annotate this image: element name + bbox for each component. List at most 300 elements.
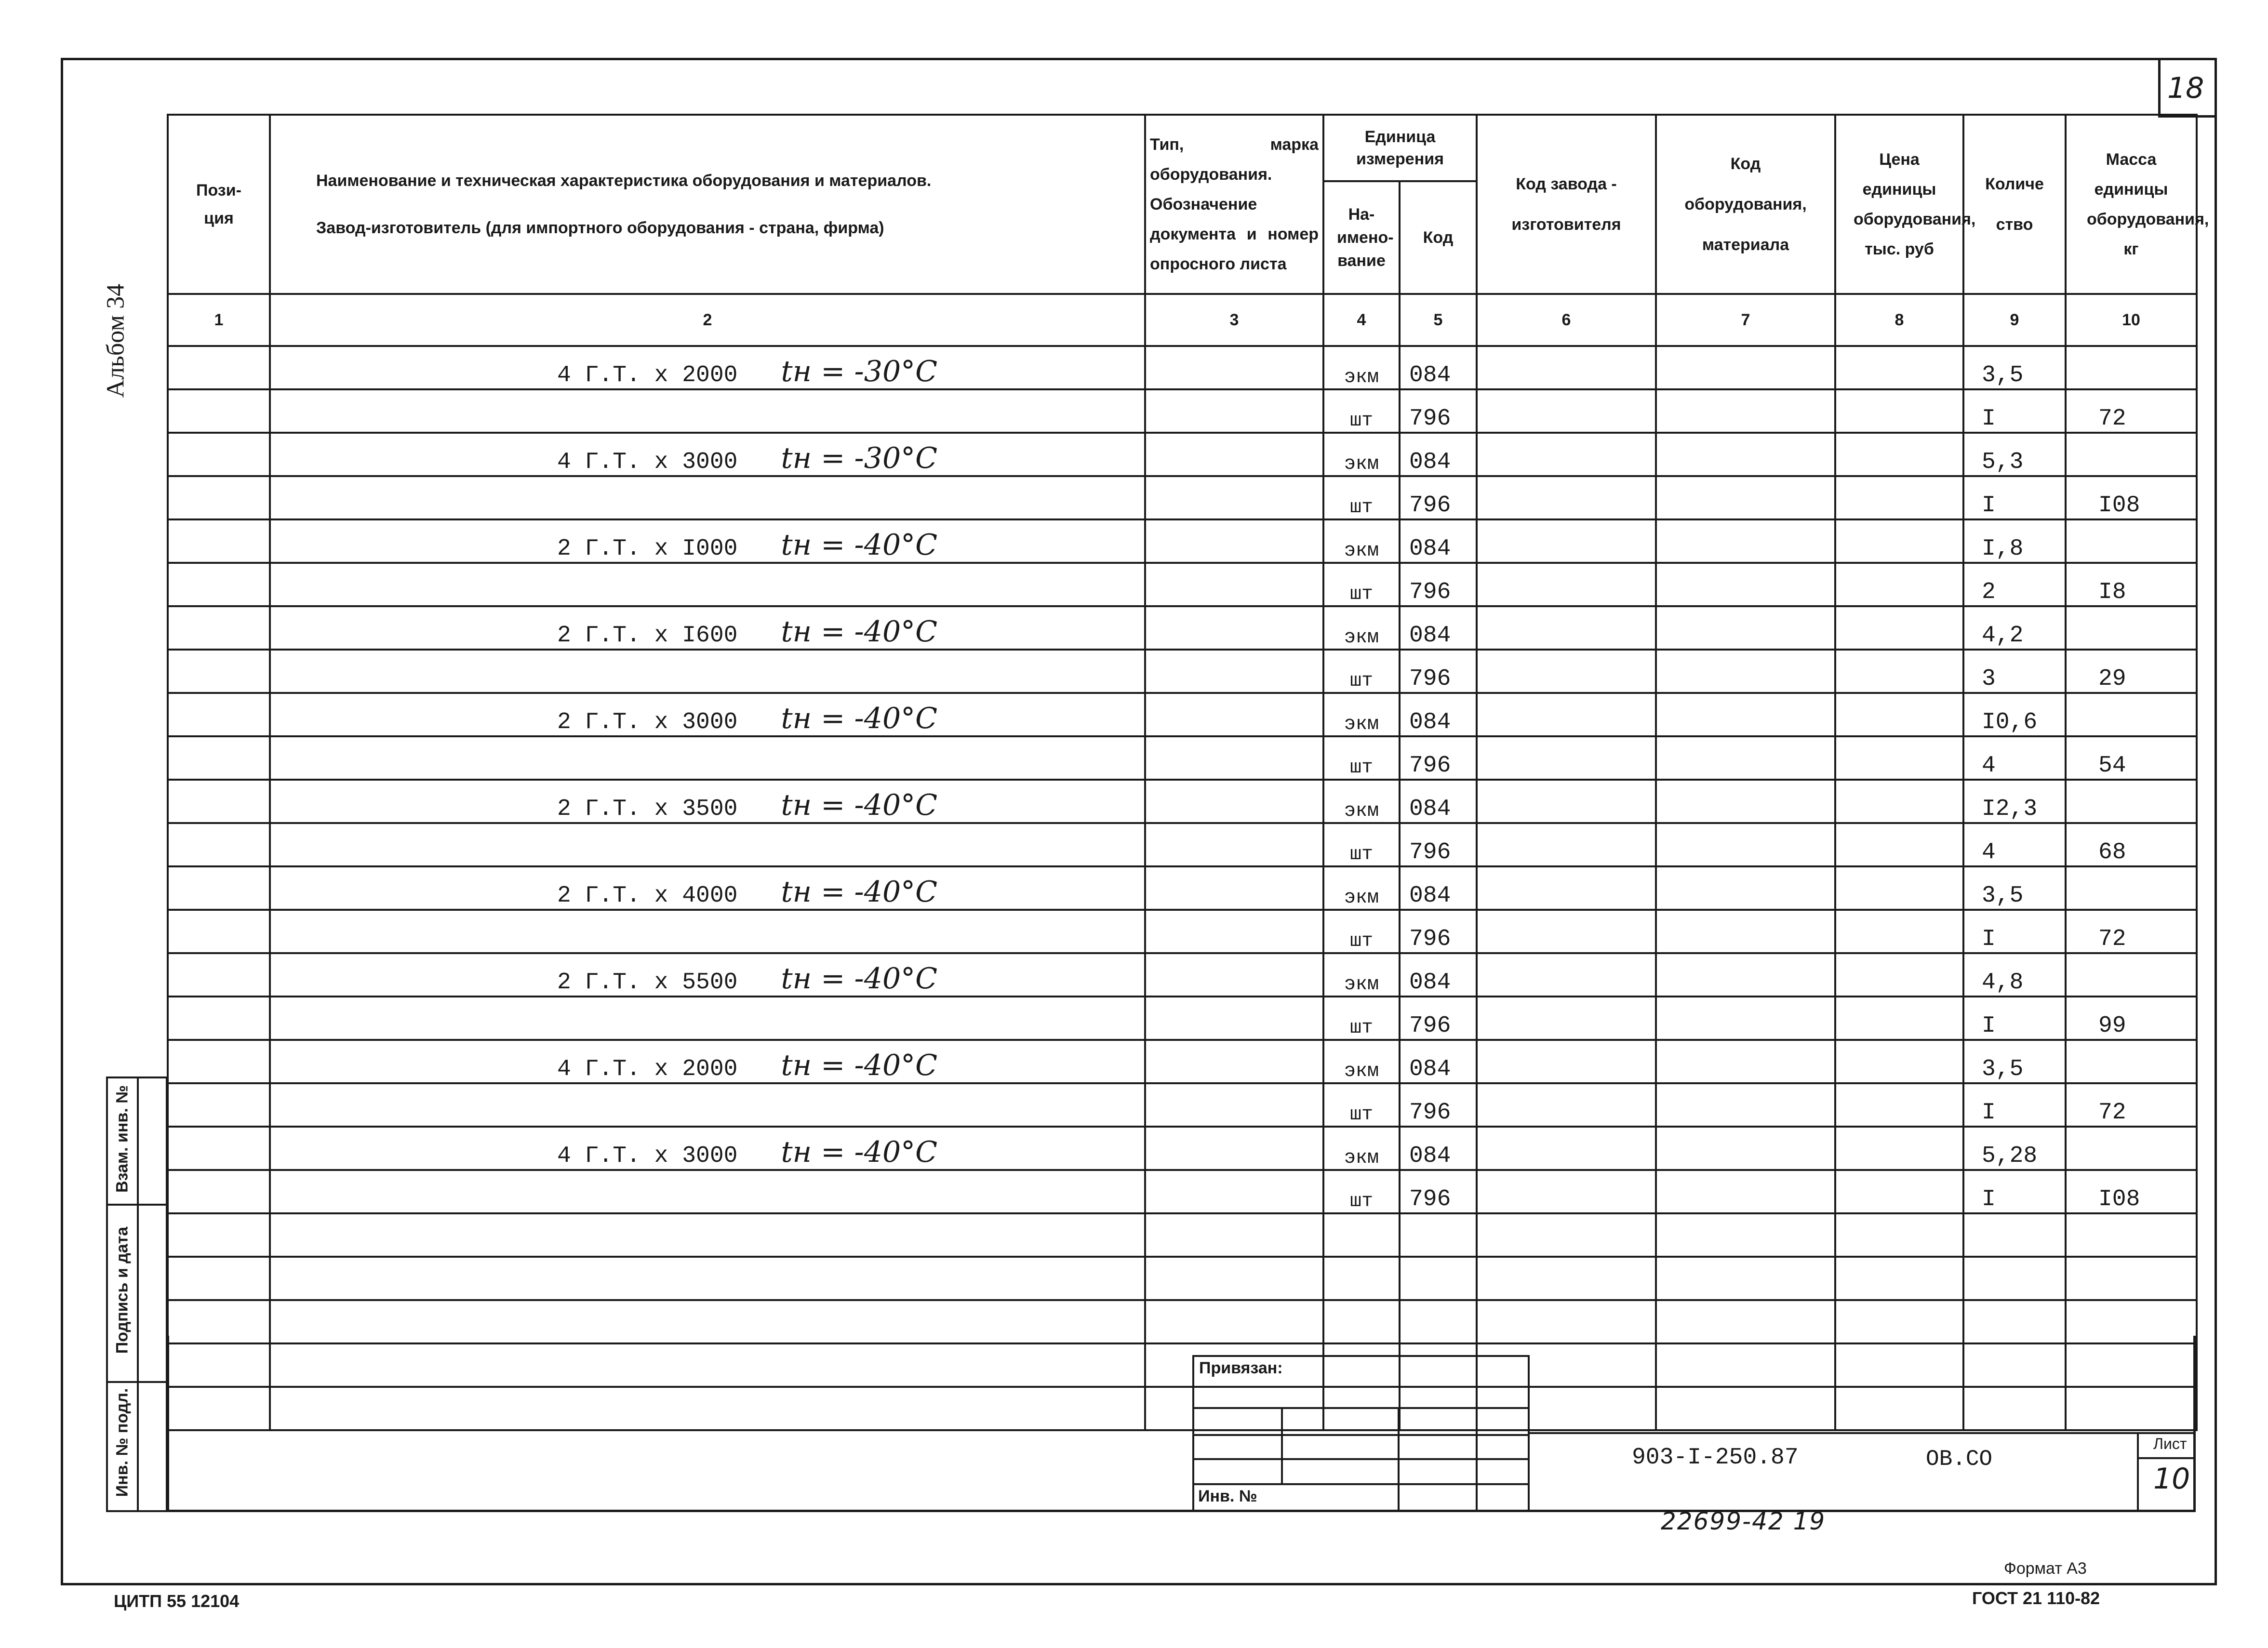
type-cell — [1145, 433, 1323, 476]
column-number: 2 — [270, 294, 1145, 346]
name-cell — [270, 1257, 1145, 1300]
unit-code-cell: 084 — [1400, 1040, 1477, 1083]
position-cell — [168, 997, 270, 1040]
column-number: 8 — [1835, 294, 1963, 346]
temperature: tн = -40°C — [781, 528, 938, 562]
table-row — [168, 1083, 2197, 1127]
factory-code-cell — [1477, 1040, 1656, 1083]
table-row — [168, 1127, 2197, 1170]
table-row — [168, 346, 2197, 389]
equipment-code-cell — [1656, 823, 1835, 866]
mass-cell — [2066, 866, 2197, 910]
unit-name-cell: экм — [1323, 346, 1400, 389]
factory-code-cell — [1477, 997, 1656, 1040]
unit-code-cell: 796 — [1400, 1083, 1477, 1127]
table-row — [168, 519, 2197, 563]
header-quantity: Количество — [1963, 115, 2066, 294]
unit-name-cell: экм — [1323, 780, 1400, 823]
table-body — [168, 346, 2197, 1430]
type-cell — [1145, 476, 1323, 519]
price-cell — [1835, 433, 1963, 476]
mass-cell: 29 — [2066, 650, 2197, 693]
side-stamp-divider — [137, 1078, 139, 1510]
gost-label: ГОСТ 21 110-82 — [1972, 1588, 2100, 1608]
price-cell — [1835, 1213, 1963, 1257]
unit-code-cell: 084 — [1400, 953, 1477, 997]
price-cell — [1835, 823, 1963, 866]
factory-code-cell — [1477, 650, 1656, 693]
type-cell — [1145, 1040, 1323, 1083]
equipment-code-cell — [1656, 910, 1835, 953]
unit-name-cell: экм — [1323, 693, 1400, 736]
quantity-cell: 2 — [1963, 563, 2066, 606]
equipment-code-cell — [1656, 433, 1835, 476]
unit-code-cell: 796 — [1400, 910, 1477, 953]
name-cell — [270, 866, 1145, 910]
name-cell — [270, 1040, 1145, 1083]
table-row — [168, 780, 2197, 823]
table-row — [168, 736, 2197, 780]
mass-cell: 68 — [2066, 823, 2197, 866]
position-cell — [168, 1127, 270, 1170]
item-name: 2 Г.Т. x 4000 — [557, 883, 738, 909]
quantity-cell: I — [1963, 910, 2066, 953]
price-cell — [1835, 953, 1963, 997]
table-row — [168, 606, 2197, 650]
mass-cell: 72 — [2066, 389, 2197, 433]
item-name: 2 Г.Т. x I000 — [557, 536, 738, 562]
factory-code-cell — [1477, 1257, 1656, 1300]
unit-name-cell: шт — [1323, 997, 1400, 1040]
quantity-cell — [1963, 1257, 2066, 1300]
sheet-cell-divider — [2139, 1457, 2194, 1459]
quantity-cell: I — [1963, 997, 2066, 1040]
corner-sheet-number: 18 — [2167, 71, 2204, 105]
equipment-code-cell — [1656, 1040, 1835, 1083]
mass-cell: 54 — [2066, 736, 2197, 780]
price-cell — [1835, 1170, 1963, 1213]
doc-code-block — [1528, 1432, 2196, 1512]
stamp-line — [1194, 1458, 1528, 1460]
type-cell — [1145, 346, 1323, 389]
factory-code-cell — [1477, 1213, 1656, 1257]
factory-code-cell — [1477, 736, 1656, 780]
side-stamp — [106, 1077, 168, 1512]
mass-cell — [2066, 1040, 2197, 1083]
unit-code-cell: 084 — [1400, 346, 1477, 389]
mass-cell — [2066, 1127, 2197, 1170]
factory-code-cell — [1477, 606, 1656, 650]
position-cell — [168, 693, 270, 736]
unit-code-cell: 084 — [1400, 693, 1477, 736]
equipment-code-cell — [1656, 519, 1835, 563]
name-cell — [270, 1083, 1145, 1127]
unit-code-cell — [1400, 1213, 1477, 1257]
mass-cell — [2066, 1213, 2197, 1257]
table-row — [168, 1040, 2197, 1083]
table-row — [168, 563, 2197, 606]
name-cell — [270, 997, 1145, 1040]
type-cell — [1145, 736, 1323, 780]
quantity-cell: I — [1963, 1083, 2066, 1127]
mass-cell: I8 — [2066, 563, 2197, 606]
price-cell — [1835, 910, 1963, 953]
header-name-line1: Наименование и техническая характеристика оборудования и материалов. — [316, 172, 932, 190]
item-name: 4 Г.Т. x 3000 — [557, 449, 738, 475]
name-cell — [270, 953, 1145, 997]
price-cell — [1835, 606, 1963, 650]
factory-code-cell — [1477, 1170, 1656, 1213]
temperature: tн = -40°C — [781, 962, 938, 996]
header-row-1 — [168, 115, 2197, 181]
factory-code-cell — [1477, 693, 1656, 736]
type-cell — [1145, 389, 1323, 433]
factory-code-cell — [1477, 780, 1656, 823]
equipment-code-cell — [1656, 563, 1835, 606]
equipment-code-cell — [1656, 997, 1835, 1040]
unit-code-cell: 084 — [1400, 606, 1477, 650]
header-name — [270, 115, 1145, 294]
quantity-cell: I — [1963, 1170, 2066, 1213]
name-cell — [270, 1170, 1145, 1213]
equipment-code-cell — [1656, 1213, 1835, 1257]
type-cell — [1145, 953, 1323, 997]
header-unit-code: Код — [1400, 181, 1477, 294]
quantity-cell: 5,3 — [1963, 433, 2066, 476]
position-cell — [168, 1040, 270, 1083]
type-cell — [1145, 1213, 1323, 1257]
item-name: 2 Г.Т. x 3000 — [557, 709, 738, 735]
position-cell — [168, 910, 270, 953]
item-name: 4 Г.Т. x 3000 — [557, 1143, 738, 1169]
quantity-cell: I2,3 — [1963, 780, 2066, 823]
quantity-cell: 3,5 — [1963, 1040, 2066, 1083]
mass-cell: 72 — [2066, 1083, 2197, 1127]
equipment-code-cell — [1656, 953, 1835, 997]
position-cell — [168, 1213, 270, 1257]
type-cell — [1145, 780, 1323, 823]
equipment-code-cell — [1656, 1127, 1835, 1170]
temperature: tн = -40°C — [781, 615, 938, 649]
name-cell — [270, 389, 1145, 433]
equipment-code-cell — [1656, 389, 1835, 433]
unit-name-cell: экм — [1323, 606, 1400, 650]
quantity-cell: I0,6 — [1963, 693, 2066, 736]
position-cell — [168, 953, 270, 997]
type-cell — [1145, 823, 1323, 866]
side-stamp-divider — [108, 1204, 166, 1206]
stamp-inv-podl: Инв. № подл. — [113, 1388, 132, 1497]
position-cell — [168, 389, 270, 433]
header-unit-name: На-имено-вание — [1323, 181, 1400, 294]
unit-code-cell: 796 — [1400, 823, 1477, 866]
unit-name-cell: шт — [1323, 823, 1400, 866]
name-cell — [270, 563, 1145, 606]
handwritten-number: 22699-42 19 — [1661, 1507, 1826, 1535]
mass-cell: I08 — [2066, 476, 2197, 519]
position-cell — [168, 780, 270, 823]
temperature: tн = -40°C — [781, 788, 938, 822]
table-row — [168, 389, 2197, 433]
price-cell — [1835, 476, 1963, 519]
table-row — [168, 953, 2197, 997]
header-name-line2: Завод-изготовитель (для импортного оборудования - страна, фирма) — [316, 219, 884, 237]
unit-name-cell: экм — [1323, 1127, 1400, 1170]
item-name: 4 Г.Т. x 2000 — [557, 362, 738, 388]
temperature: tн = -30°C — [781, 441, 938, 475]
price-cell — [1835, 866, 1963, 910]
factory-code-cell — [1477, 953, 1656, 997]
sheet-number: 10 — [2153, 1462, 2190, 1496]
position-cell — [168, 866, 270, 910]
unit-name-cell: экм — [1323, 953, 1400, 997]
table-row — [168, 997, 2197, 1040]
factory-code-cell — [1477, 866, 1656, 910]
doc-code: 903-I-250.87 — [1632, 1445, 1799, 1471]
name-cell — [270, 780, 1145, 823]
equipment-code-cell — [1656, 1257, 1835, 1300]
stamp-podpis-data: Подпись и дата — [113, 1226, 132, 1354]
position-cell — [168, 476, 270, 519]
specification-table — [167, 114, 2209, 1431]
unit-code-cell: 796 — [1400, 1170, 1477, 1213]
type-cell — [1145, 650, 1323, 693]
price-cell — [1835, 997, 1963, 1040]
price-cell — [1835, 389, 1963, 433]
unit-code-cell: 084 — [1400, 866, 1477, 910]
position-cell — [168, 1170, 270, 1213]
position-cell — [168, 606, 270, 650]
price-cell — [1835, 693, 1963, 736]
privyazan-label: Привязан: — [1199, 1359, 1283, 1377]
mass-cell: I08 — [2066, 1170, 2197, 1213]
price-cell — [1835, 519, 1963, 563]
header-mass: Масса единицы оборудования, кг — [2066, 115, 2197, 294]
stamp-line — [1194, 1407, 1528, 1409]
stamp-line — [1281, 1407, 1283, 1483]
item-name: 2 Г.Т. x I600 — [557, 623, 738, 649]
table-row — [168, 1213, 2197, 1257]
equipment-code-cell — [1656, 606, 1835, 650]
quantity-cell: 4 — [1963, 736, 2066, 780]
price-cell — [1835, 1127, 1963, 1170]
position-cell — [168, 823, 270, 866]
stamp-inv-no: Инв. № — [1198, 1487, 1257, 1505]
unit-code-cell: 796 — [1400, 563, 1477, 606]
equipment-code-cell — [1656, 1170, 1835, 1213]
mass-cell — [2066, 519, 2197, 563]
name-cell — [270, 650, 1145, 693]
price-cell — [1835, 1083, 1963, 1127]
quantity-cell: I,8 — [1963, 519, 2066, 563]
column-number: 1 — [168, 294, 270, 346]
price-cell — [1835, 346, 1963, 389]
factory-code-cell — [1477, 389, 1656, 433]
position-cell — [168, 650, 270, 693]
factory-code-cell — [1477, 1083, 1656, 1127]
position-cell — [168, 346, 270, 389]
factory-code-cell — [1477, 910, 1656, 953]
unit-name-cell — [1323, 1213, 1400, 1257]
quantity-cell: 3,5 — [1963, 346, 2066, 389]
factory-code-cell — [1477, 519, 1656, 563]
factory-code-cell — [1477, 346, 1656, 389]
factory-code-cell — [1477, 563, 1656, 606]
unit-name-cell: экм — [1323, 433, 1400, 476]
column-number: 7 — [1656, 294, 1835, 346]
position-cell — [168, 1257, 270, 1300]
name-cell — [270, 346, 1145, 389]
unit-name-cell: шт — [1323, 476, 1400, 519]
type-cell — [1145, 1083, 1323, 1127]
unit-code-cell: 796 — [1400, 476, 1477, 519]
unit-name-cell: шт — [1323, 736, 1400, 780]
name-cell — [270, 433, 1145, 476]
header-type: Тип, марка оборудования. Обозначение документа и номер опросного листа — [1145, 115, 1323, 294]
unit-name-cell: экм — [1323, 866, 1400, 910]
unit-code-cell: 084 — [1400, 1127, 1477, 1170]
stamp-vzam-inv: Взам. инв. № — [113, 1085, 132, 1193]
table-row — [168, 866, 2197, 910]
table-row — [168, 910, 2197, 953]
price-cell — [1835, 780, 1963, 823]
temperature: tн = -40°C — [781, 702, 938, 735]
column-number-row — [168, 294, 2197, 346]
quantity-cell: 5,28 — [1963, 1127, 2066, 1170]
factory-code-cell — [1477, 1127, 1656, 1170]
mass-cell — [2066, 953, 2197, 997]
column-number: 10 — [2066, 294, 2197, 346]
unit-code-cell: 084 — [1400, 780, 1477, 823]
factory-code-cell — [1477, 433, 1656, 476]
equipment-code-cell — [1656, 650, 1835, 693]
factory-code-cell — [1477, 476, 1656, 519]
table-row — [168, 476, 2197, 519]
table-row — [168, 823, 2197, 866]
stamp-line — [1194, 1434, 1528, 1436]
name-cell — [270, 476, 1145, 519]
equipment-code-cell — [1656, 866, 1835, 910]
corner-sheet-box — [2158, 58, 2217, 118]
table-row — [168, 433, 2197, 476]
mass-cell — [2066, 433, 2197, 476]
unit-code-cell: 084 — [1400, 519, 1477, 563]
temperature: tн = -40°C — [781, 1135, 938, 1169]
table-row — [168, 693, 2197, 736]
sheet-cell — [2137, 1434, 2196, 1512]
name-cell — [270, 823, 1145, 866]
temperature: tн = -40°C — [781, 875, 938, 909]
position-cell — [168, 433, 270, 476]
sheet-label: Лист — [2153, 1435, 2187, 1452]
equipment-code-cell — [1656, 346, 1835, 389]
type-cell — [1145, 910, 1323, 953]
name-cell — [270, 910, 1145, 953]
item-name: 2 Г.Т. x 5500 — [557, 970, 738, 996]
album-label: Альбом 34 — [102, 283, 130, 398]
item-name: 2 Г.Т. x 3500 — [557, 796, 738, 822]
temperature: tн = -30°C — [781, 355, 938, 388]
position-cell — [168, 563, 270, 606]
price-cell — [1835, 736, 1963, 780]
position-cell — [168, 519, 270, 563]
header-price: Цена единицы оборудования, тыс. руб — [1835, 115, 1963, 294]
equipment-code-cell — [1656, 476, 1835, 519]
unit-code-cell: 796 — [1400, 997, 1477, 1040]
unit-code-cell: 796 — [1400, 736, 1477, 780]
unit-name-cell: шт — [1323, 910, 1400, 953]
price-cell — [1835, 563, 1963, 606]
stamp-line — [1398, 1407, 1400, 1510]
unit-code-cell: 796 — [1400, 389, 1477, 433]
quantity-cell: 3,5 — [1963, 866, 2066, 910]
header-position: Пози-ция — [168, 115, 270, 294]
unit-name-cell — [1323, 1257, 1400, 1300]
type-cell — [1145, 866, 1323, 910]
format-label: Формат А3 — [2004, 1559, 2087, 1578]
unit-name-cell: шт — [1323, 1170, 1400, 1213]
tsitp-label: ЦИТП 55 12104 — [114, 1591, 240, 1611]
privyazan-stamp — [1192, 1355, 1530, 1512]
column-number: 9 — [1963, 294, 2066, 346]
unit-code-cell: 084 — [1400, 433, 1477, 476]
stamp-line — [1194, 1483, 1528, 1485]
equipment-code-cell — [1656, 693, 1835, 736]
name-cell — [270, 1127, 1145, 1170]
temperature: tн = -40°C — [781, 1049, 938, 1082]
table-row — [168, 1170, 2197, 1213]
type-cell — [1145, 693, 1323, 736]
quantity-cell: 4,8 — [1963, 953, 2066, 997]
stamp-line — [1476, 1407, 1478, 1510]
unit-name-cell: экм — [1323, 519, 1400, 563]
equipment-code-cell — [1656, 1083, 1835, 1127]
unit-code-cell: 796 — [1400, 650, 1477, 693]
name-cell — [270, 693, 1145, 736]
unit-name-cell: шт — [1323, 1083, 1400, 1127]
position-cell — [168, 1083, 270, 1127]
column-number: 5 — [1400, 294, 1477, 346]
unit-name-cell: шт — [1323, 650, 1400, 693]
quantity-cell: 3 — [1963, 650, 2066, 693]
mass-cell — [2066, 693, 2197, 736]
type-cell — [1145, 606, 1323, 650]
position-cell — [168, 736, 270, 780]
equipment-code-cell — [1656, 780, 1835, 823]
type-cell — [1145, 1257, 1323, 1300]
quantity-cell: I — [1963, 389, 2066, 433]
table-row — [168, 650, 2197, 693]
quantity-cell: 4 — [1963, 823, 2066, 866]
unit-name-cell: экм — [1323, 1040, 1400, 1083]
quantity-cell: 4,2 — [1963, 606, 2066, 650]
column-number: 3 — [1145, 294, 1323, 346]
mass-cell — [2066, 346, 2197, 389]
header-unit-group: Единица измерения — [1323, 115, 1477, 181]
price-cell — [1835, 650, 1963, 693]
name-cell — [270, 736, 1145, 780]
type-cell — [1145, 563, 1323, 606]
column-number: 4 — [1323, 294, 1400, 346]
factory-code-cell — [1477, 823, 1656, 866]
mass-cell — [2066, 780, 2197, 823]
type-cell — [1145, 1127, 1323, 1170]
name-cell — [270, 519, 1145, 563]
header-equipment-code: Код оборудования, материала — [1656, 115, 1835, 294]
mass-cell — [2066, 606, 2197, 650]
equipment-code-cell — [1656, 736, 1835, 780]
item-name: 4 Г.Т. x 2000 — [557, 1056, 738, 1082]
